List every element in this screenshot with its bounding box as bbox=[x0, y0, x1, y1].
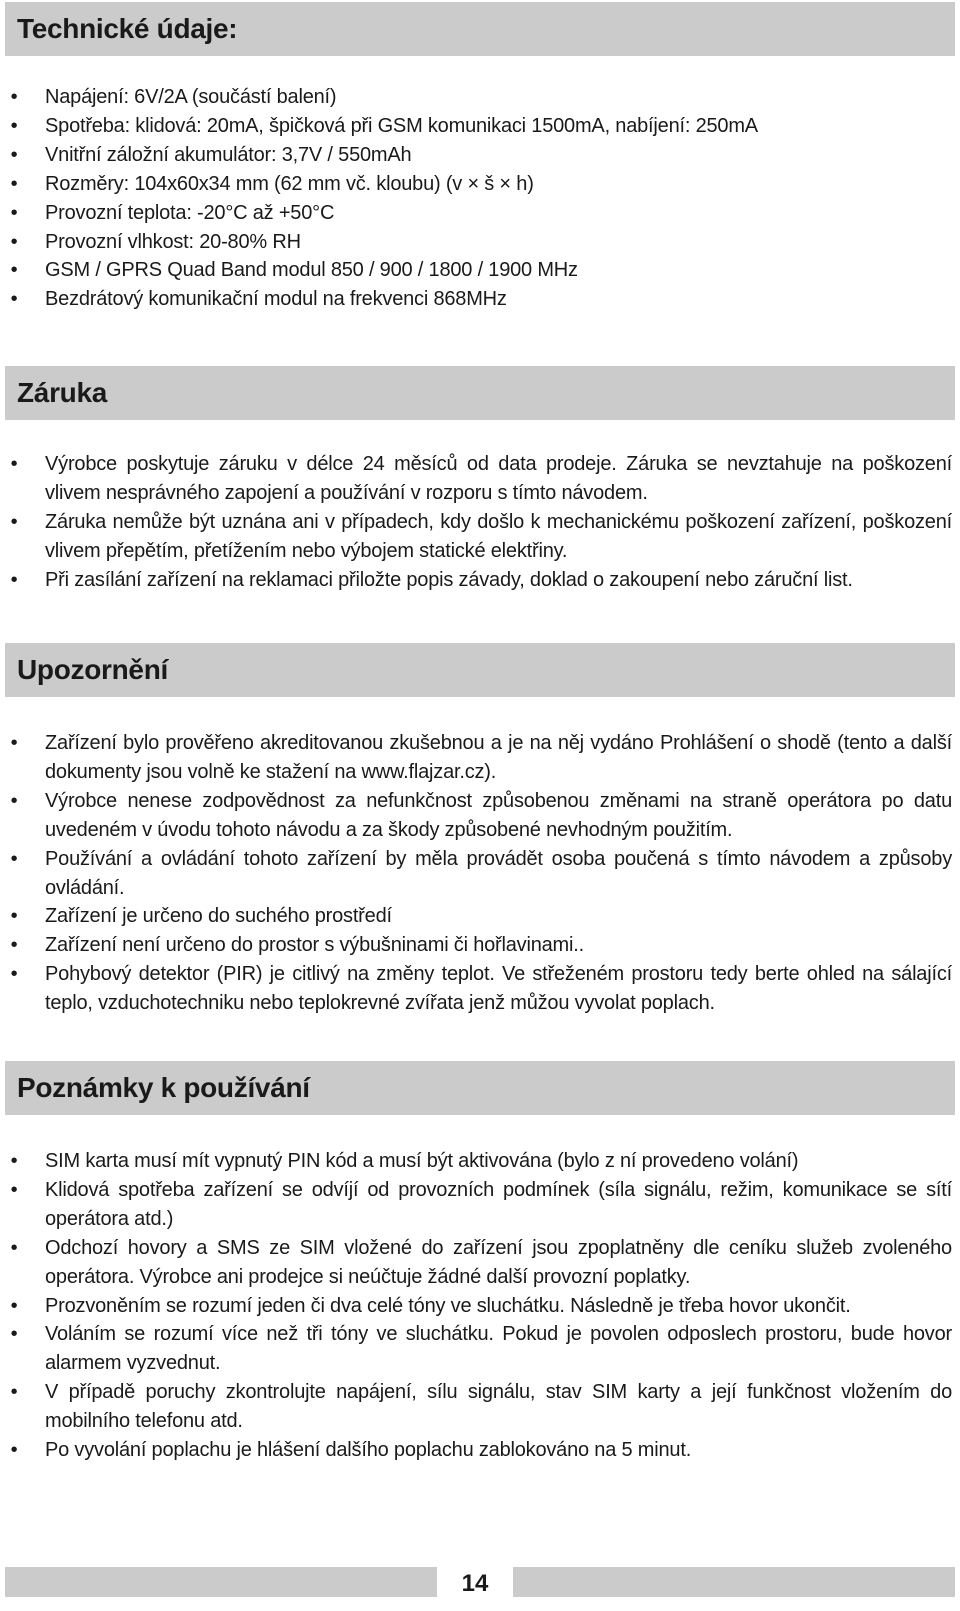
list-item bbox=[0, 228, 960, 257]
list-item-text: Záruka nemůže být uznána ani v případech, kdy došlo k mechanickému poškození zařízení, poškození vlivem přepětím, přetížením nebo výbojem statické elektřiny. bbox=[45, 510, 952, 562]
bullet-icon: • bbox=[10, 201, 18, 224]
list-item-text: Zařízení je určeno do suchého prostředí bbox=[45, 905, 392, 928]
list-item-text: GSM / GPRS Quad Band modul 850 / 900 / 1800 / 1900 MHz bbox=[45, 259, 578, 282]
bullet-icon: • bbox=[10, 453, 18, 475]
warranty-heading-bar bbox=[5, 366, 955, 420]
bullet-icon: • bbox=[10, 259, 18, 282]
warranty-heading: Záruka bbox=[17, 377, 108, 408]
bullet-icon: • bbox=[10, 905, 18, 928]
list-item bbox=[0, 141, 960, 170]
list-item-text: Zařízení není určeno do prostor s výbušninami či hořlavinami.. bbox=[45, 934, 584, 957]
bullet-icon: • bbox=[10, 1381, 18, 1404]
bullet-icon: • bbox=[10, 86, 18, 108]
list-item bbox=[0, 902, 960, 931]
list-item-text: Provozní vlhkost: 20-80% RH bbox=[45, 230, 301, 253]
list-item bbox=[0, 1234, 960, 1292]
bullet-icon: • bbox=[10, 789, 18, 812]
list-item-text: Provozní teplota: -20°C až +50°C bbox=[45, 201, 335, 224]
list-item bbox=[0, 1176, 960, 1234]
list-item-text: Vnitřní záložní akumulátor: 3,7V / 550mAh bbox=[45, 143, 412, 166]
bullet-icon: • bbox=[10, 172, 18, 195]
list-item bbox=[0, 787, 960, 845]
list-item-text: Po vyvolání poplachu je hlášení dalšího poplachu zablokováno na 5 minut. bbox=[45, 1439, 692, 1462]
list-item-text: Bezdrátový komunikační modul na frekvenci 868MHz bbox=[45, 288, 507, 311]
list-item bbox=[0, 199, 960, 228]
bullet-icon: • bbox=[10, 934, 18, 957]
list-item-text: Výrobce poskytuje záruku v délce 24 měsíců od data prodeje. Záruka se nevztahuje na poškození vlivem nesprávného zapojení a používání v rozporu s tímto návodem. bbox=[45, 453, 952, 504]
bullet-icon: • bbox=[10, 732, 18, 754]
list-item bbox=[0, 729, 960, 787]
list-item-text: Výrobce nenese zodpovědnost za nefunkčnost způsobenou změnami na straně operátora po datu uvedeném v úvodu tohoto návodu a za škody způsobené nevhodným použitím. bbox=[45, 789, 952, 841]
list-item-text: Odchozí hovory a SMS ze SIM vložené do zařízení jsou zpoplatněny dle ceníku služeb zvoleného operátora. Výrobce ani prodejce si neúčtuje žádné další provozní poplatky. bbox=[45, 1236, 952, 1288]
bullet-icon: • bbox=[10, 568, 18, 591]
list-item bbox=[0, 1378, 960, 1436]
page-number: 14 bbox=[437, 1567, 513, 1597]
bullet-icon: • bbox=[10, 1178, 18, 1201]
list-item bbox=[0, 1320, 960, 1378]
bullet-icon: • bbox=[10, 1439, 18, 1462]
list-item-text: Voláním se rozumí více než tři tóny ve sluchátku. Pokud je povolen odposlech prostoru, bude hovor alarmem vyzvednut. bbox=[45, 1323, 952, 1375]
list-item-text: Klidová spotřeba zařízení se odvíjí od provozních podmínek (síla signálu, režim, komunikace se sítí operátora atd.) bbox=[45, 1178, 952, 1230]
list-item-text: SIM karta musí mít vypnutý PIN kód a musí být aktivována (bylo z ní provedeno volání) bbox=[45, 1150, 799, 1172]
list-item-text: Používání a ovládání tohoto zařízení by měla provádět osoba poučená s tímto návodem a způsoby ovládání. bbox=[45, 847, 952, 899]
bullet-icon: • bbox=[10, 1236, 18, 1259]
list-item bbox=[0, 1147, 960, 1176]
warning-heading-bar bbox=[5, 643, 955, 697]
warranty-list bbox=[0, 450, 960, 595]
list-item bbox=[0, 170, 960, 199]
list-item bbox=[0, 845, 960, 903]
bullet-icon: • bbox=[10, 230, 18, 253]
list-item bbox=[0, 960, 960, 1018]
list-item-text: Pohybový detektor (PIR) je citlivý na změny teplot. Ve střeženém prostoru tedy berte ohled na sálající teplo, vzduchotechniku nebo teplokrevné zvířata jenž můžou vyvolat poplach. bbox=[45, 963, 952, 1015]
list-item bbox=[0, 112, 960, 141]
list-item-text: Zařízení bylo prověřeno akreditovanou zkušebnou a je na něj vydáno Prohlášení o shodě (tento a další dokumenty jsou volně ke stažení na www.flajzar.cz). bbox=[45, 732, 952, 783]
list-item bbox=[0, 1292, 960, 1321]
bullet-icon: • bbox=[10, 847, 18, 870]
list-item-text: Napájení: 6V/2A (součástí balení) bbox=[45, 86, 337, 108]
tech-heading: Technické údaje: bbox=[17, 13, 238, 44]
bullet-icon: • bbox=[10, 114, 18, 137]
warning-list bbox=[0, 729, 960, 1018]
list-item-text: V případě poruchy zkontrolujte napájení, sílu signálu, stav SIM karty a její funkčnost vložením do mobilního telefonu atd. bbox=[45, 1381, 952, 1433]
list-item bbox=[0, 83, 960, 112]
list-item bbox=[0, 285, 960, 314]
notes-heading: Poznámky k používání bbox=[17, 1072, 310, 1103]
bullet-icon: • bbox=[10, 1294, 18, 1317]
bullet-icon: • bbox=[10, 288, 18, 311]
tech-heading-bar bbox=[5, 2, 955, 56]
list-item bbox=[0, 566, 960, 595]
list-item-text: Spotřeba: klidová: 20mA, špičková při GSM komunikaci 1500mA, nabíjení: 250mA bbox=[45, 114, 758, 137]
list-item bbox=[0, 1436, 960, 1465]
bullet-icon: • bbox=[10, 1150, 18, 1172]
notes-list bbox=[0, 1147, 960, 1465]
list-item-text: Prozvoněním se rozumí jeden či dva celé tóny ve sluchátku. Následně je třeba hovor ukončit. bbox=[45, 1294, 851, 1317]
bullet-icon: • bbox=[10, 510, 18, 533]
bullet-icon: • bbox=[10, 143, 18, 166]
list-item bbox=[0, 508, 960, 566]
list-item bbox=[0, 931, 960, 960]
footer-bar bbox=[5, 1567, 955, 1597]
notes-heading-bar bbox=[5, 1061, 955, 1115]
list-item-text: Při zasílání zařízení na reklamaci přiložte popis závady, doklad o zakoupení nebo záruční list. bbox=[45, 568, 853, 591]
list-item bbox=[0, 450, 960, 508]
bullet-icon: • bbox=[10, 1323, 18, 1346]
tech-list bbox=[0, 83, 960, 314]
list-item bbox=[0, 256, 960, 285]
bullet-icon: • bbox=[10, 963, 18, 986]
warning-heading: Upozornění bbox=[17, 654, 168, 685]
list-item-text: Rozměry: 104x60x34 mm (62 mm vč. kloubu) (v × š × h) bbox=[45, 172, 534, 195]
